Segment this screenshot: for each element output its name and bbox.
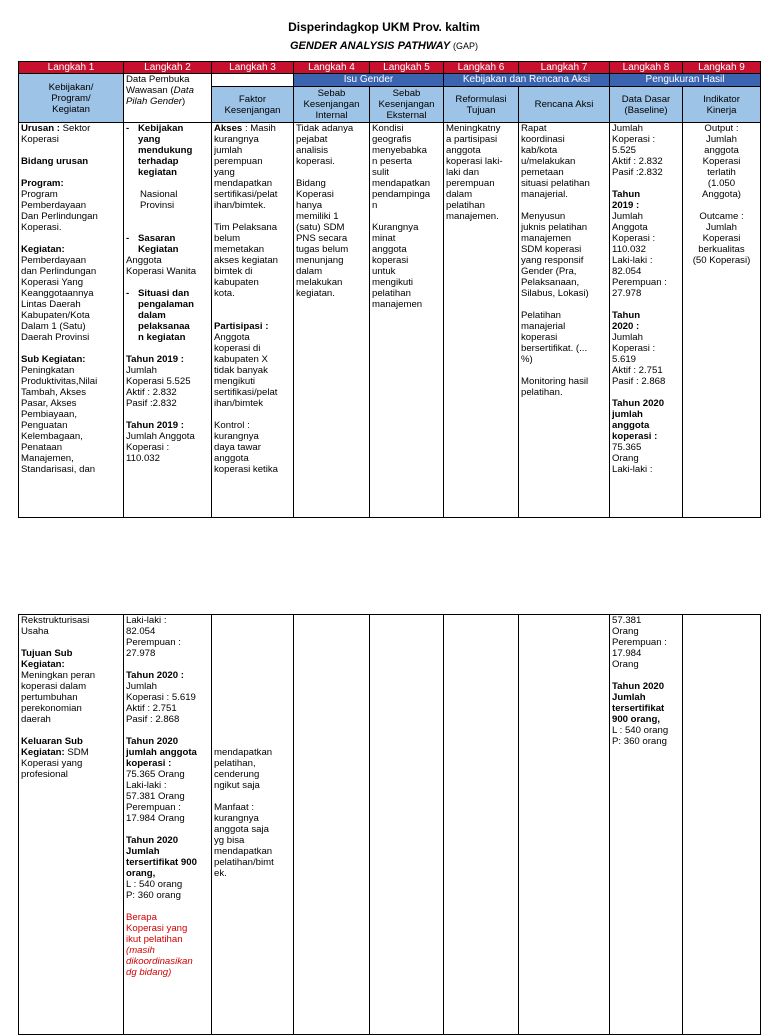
baseline-2020b-label: Tahun 2020 jumlah anggota koperasi : (612, 398, 665, 442)
header-rencana-aksi (519, 87, 610, 123)
sebab-internal-1: Tidak adanya pejabat analisis koperasi. (296, 123, 354, 167)
subtitle-suffix: (GAP) (452, 41, 478, 51)
header-c2-italic: Data Pilah Gender (126, 85, 194, 107)
header-c7-text: Rencana Aksi (534, 99, 594, 110)
rencana-aksi-2: Menyusun juknis pelatihan manajemen SDM koperasi yang responsif Gender (Pra, Pelaksanaan, Silabus, Lokasi) (521, 211, 589, 299)
urusan-value: Sektor Koperasi (21, 123, 91, 145)
tahun-2019b-label: Tahun 2019 : (126, 420, 184, 431)
cell-c8 (610, 123, 683, 518)
akses-value: : Masih kurangnya jumlah perempuan yang mendapatkan sertifikasi/pelat ihan/bimtek. (214, 123, 278, 211)
sub-kegiatan-label: Sub Kegiatan: (21, 354, 86, 365)
header-c4-text: Sebab Kesenjangan Internal (303, 88, 360, 121)
rencana-aksi-4: Monitoring hasil pelatihan. (521, 376, 589, 398)
baseline-koperasi: Jumlah Koperasi : 5.525 Aktif : 2.832 Pasif :2.832 (612, 123, 663, 178)
situasi-item: - Situasi dan pengalaman dalam pelaksanaa n kegiatan (126, 288, 194, 343)
urusan-label: Urusan : (21, 123, 60, 134)
urusan (21, 123, 121, 145)
sasaran-label: Sasaran Kegiatan (138, 233, 179, 255)
akses (214, 123, 291, 211)
step-9: Langkah 9 (683, 62, 761, 74)
tahun-2020b-label: Tahun 2020 jumlah anggota koperasi : (126, 736, 197, 769)
step-8: Langkah 8 (610, 62, 683, 74)
header-c2-line2: Wawasan ( (126, 85, 174, 96)
step-1: Langkah 1 (19, 62, 124, 74)
lanjutan-anggota: Laki-laki : 82.054 Perempuan : 27.978 (126, 615, 181, 659)
tahun-2019b-value: Jumlah Anggota Koperasi : 110.032 (126, 431, 195, 464)
step-3: Langkah 3 (212, 62, 294, 74)
catatan-merah-italic: (masih dikoordinasikan dg bidang) (126, 945, 193, 978)
cell2-c7 (519, 615, 610, 1035)
tahun-2020c-label: Tahun 2020 Jumlah tersertifikat 900 orang, (126, 835, 197, 879)
partisipasi-label: Partisipasi : (214, 321, 269, 332)
kegiatan-label: Kegiatan: (21, 244, 65, 255)
tahun-2020-value: Jumlah Koperasi : 5.619 Aktif : 2.751 Pasif : 2.868 (126, 681, 196, 725)
gap-table-page1 (18, 61, 761, 518)
gap-table-page2 (18, 614, 761, 1035)
tahun-2020c-value: L : 540 orang P: 360 orang (126, 879, 183, 901)
header-data-pembuka (124, 74, 212, 123)
group-blank (212, 74, 294, 87)
content-row-page1 (19, 123, 761, 518)
baseline-2019-label: Tahun 2019 : (612, 189, 641, 211)
cell-c1 (19, 123, 124, 518)
baseline-tersertifikat-label: Tahun 2020 Jumlah tersertifikat 900 orang, (612, 681, 665, 725)
header-c2-line1: Data Pembuka (126, 74, 190, 85)
header-c5-text: Sebab Kesenjangan Eksternal (378, 88, 435, 121)
kebijakan-value: Nasional Provinsi (140, 189, 178, 211)
header-data-dasar (610, 87, 683, 123)
sasaran-item: - Sasaran Kegiatan (126, 233, 179, 255)
kontrol-lanjutan: mendapatkan pelatihan, cenderung ngikut saja (214, 747, 273, 791)
kebijakan-item: - Kebijakan yang mendukung terhadap kegiatan (126, 123, 193, 178)
baseline-tersertifikat-value: L : 540 orang P: 360 orang (612, 725, 669, 747)
cell-c3 (212, 123, 294, 518)
kontrol: Kontrol : kurangnya daya tawar anggota koperasi ketika (214, 420, 278, 475)
step-5: Langkah 5 (370, 62, 444, 74)
situasi-label: Situasi dan pengalaman dalam pelaksanaa n kegiatan (138, 288, 194, 343)
cell2-c2 (124, 615, 212, 1035)
cell-c9 (683, 123, 761, 518)
baseline-2020-label: Tahun 2020 : (612, 310, 641, 332)
step-6: Langkah 6 (444, 62, 519, 74)
header-faktor (212, 87, 294, 123)
tahun-2020-label: Tahun 2020 : (126, 670, 184, 681)
cell2-c3 (212, 615, 294, 1035)
baseline-2020-value: Jumlah Koperasi : 5.619 Aktif : 2.751 Pasif : 2.868 (612, 332, 666, 387)
cell2-c5 (370, 615, 444, 1035)
cell-c6 (444, 123, 519, 518)
tahun-2019-value: Jumlah Koperasi 5.525 Aktif : 2.832 Pasif :2.832 (126, 365, 191, 409)
header-c2-close: ) (182, 96, 186, 107)
header-reformulasi (444, 87, 519, 123)
header-c1-text: Kebijakan/ Program/ Kegiatan (48, 81, 94, 115)
indikator-output: Output : Jumlah anggota Koperasi terlatih (1.050 Anggota) (702, 123, 741, 200)
cell2-c8 (610, 615, 683, 1035)
baseline-lanjutan: 57.381 Orang Perempuan : 17.984 Orang (612, 615, 667, 670)
manfaat: Manfaat : kurangnya anggota saja yg bisa mendapatkan pelatihan/bimt ek. (214, 802, 274, 879)
subtitle-text: GENDER ANALYSIS PATHWAY (290, 40, 450, 52)
group-kebijakan-rencana: Kebijakan dan Rencana Aksi (444, 74, 610, 87)
indikator-outcome: Outcame : Jumlah Koperasi berkualitas (50 Koperasi) (692, 211, 751, 266)
tujuan-value: Meningkan peran koperasi dalam pertumbuhan perekonomian daerah (21, 670, 96, 725)
keluaran-value: SDM Koperasi yang profesional (21, 747, 89, 780)
sub-kegiatan-value: Peningkatan Produktivitas,Nilai Tambah, Akses Pasar, Akses Pembiayaan, Penguatan Kelembagaan, Penataan Manajemen, Standarisasi, dan (21, 365, 98, 475)
header-c6-text: Reformulasi Tujuan (455, 93, 507, 116)
header-c9-text: Indikator Kinerja (703, 93, 740, 116)
akses-label: Akses (214, 123, 243, 134)
tujuan-label: Tujuan Sub Kegiatan: (21, 648, 73, 670)
rencana-aksi-3: Pelatihan manajerial koperasi bersertifikat. (... %) (521, 310, 588, 365)
rencana-aksi-1: Rapat koordinasi kab/kota u/melakukan pemetaan situasi pelatihan manajerial. (521, 123, 590, 200)
bidang-urusan: Bidang urusan (21, 156, 89, 167)
tahun-2019-label: Tahun 2019 : (126, 354, 184, 365)
baseline-2019-value: Jumlah Anggota Koperasi : 110.032 Laki-laki : 82.054 Perempuan : 27.978 (612, 211, 667, 299)
group-isu-gender: Isu Gender (294, 74, 444, 87)
document-title: Disperindagkop UKM Prov. kaltim (288, 20, 480, 34)
group-row (19, 74, 761, 87)
reformulasi-tujuan: Meningkatny a partisipasi anggota koperasi laki- laki dan perempuan dalam pelatihan manajemen. (446, 123, 503, 222)
header-c8-text: Data Dasar (Baseline) (621, 93, 671, 116)
sebab-internal-2: Bidang Koperasi hanya memiliki 1 (satu) SDM PNS secara tugas belum menunjang dalam melakukan kegiatan. (296, 178, 349, 299)
header-c3-text: Faktor Kesenjangan (224, 93, 281, 116)
cell2-c4 (294, 615, 370, 1035)
group-pengukuran-hasil: Pengukuran Hasil (610, 74, 761, 87)
keluaran (21, 736, 121, 780)
document-subtitle (0, 40, 768, 52)
program-value: Program Pemberdayaan Dan Perlindungan Koperasi. (21, 189, 98, 233)
step-2: Langkah 2 (124, 62, 212, 74)
cell-c7 (519, 123, 610, 518)
step-4: Langkah 4 (294, 62, 370, 74)
tim-pelaksana: Tim Pelaksana belum memetakan akses kegiatan bimtek di kabupaten kota. (214, 222, 278, 299)
header-kebijakan-program (19, 74, 124, 123)
sebab-eksternal-2: Kurangnya minat anggota koperasi untuk mengikuti pelatihan manajemen (372, 222, 423, 310)
baseline-2020b-value: 75.365 Orang Laki-laki : (612, 442, 653, 475)
partisipasi-value: Anggota koperasi di kabupaten X tidak banyak mengikuti sertifikasi/pelat ihan/bimtek (214, 332, 278, 409)
header-sebab-internal (294, 87, 370, 123)
content-row-page2 (19, 615, 761, 1035)
keluaran-label: Keluaran Sub Kegiatan: (21, 736, 83, 758)
cell2-c9 (683, 615, 761, 1035)
cell-c5 (370, 123, 444, 518)
step-row (19, 62, 761, 74)
header-indikator (683, 87, 761, 123)
program-label: Program: (21, 178, 64, 189)
rekstrukturisasi: Rekstrukturisasi Usaha (21, 615, 90, 637)
step-7: Langkah 7 (519, 62, 610, 74)
kegiatan-value: Pemberdayaan dan Perlindungan Koperasi Yang Keanggotaannya Lintas Daerah Kabupaten/Kota Dalam 1 (Satu) Daerah Provinsi (21, 255, 97, 343)
kebijakan-label: Kebijakan yang mendukung terhadap kegiatan (138, 123, 193, 178)
sebab-eksternal-1: Kondisi geografis menyebabka n peserta sulit mendapatkan pendampinga n (372, 123, 431, 211)
catatan-merah: Berapa Koperasi yang ikut pelatihan (126, 912, 188, 945)
sasaran-value: Anggota Koperasi Wanita (126, 255, 197, 277)
cell-c2 (124, 123, 212, 518)
cell2-c6 (444, 615, 519, 1035)
tahun-2020b-value: 75.365 Orang Laki-laki : 57.381 Orang Perempuan : 17.984 Orang (126, 769, 185, 824)
cell-c4 (294, 123, 370, 518)
cell2-c1 (19, 615, 124, 1035)
header-sebab-eksternal (370, 87, 444, 123)
